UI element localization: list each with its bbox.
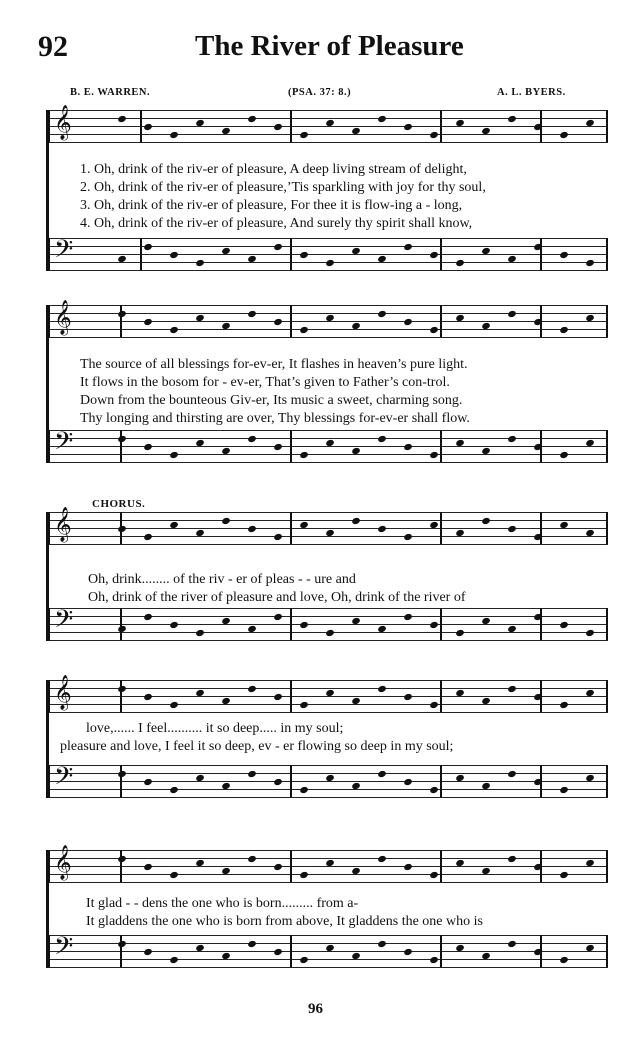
- note-head: [117, 435, 127, 443]
- bar-line: [290, 305, 292, 337]
- note-head: [195, 259, 205, 267]
- bar-line: [540, 608, 542, 640]
- note-head: [299, 131, 309, 139]
- note-head: [507, 770, 517, 778]
- bar-line: [606, 608, 608, 640]
- note-head: [117, 115, 127, 123]
- bar-line: [606, 430, 608, 462]
- bar-line: [440, 680, 442, 712]
- bass-staff: [48, 608, 608, 640]
- note-head: [143, 533, 153, 541]
- bar-line: [606, 110, 608, 142]
- treble-staff: [48, 676, 608, 712]
- bar-line: [606, 850, 608, 882]
- note-head: [429, 956, 439, 964]
- bass-staff: [48, 935, 608, 967]
- page-number: 96: [308, 1001, 323, 1017]
- note-head: [273, 948, 283, 956]
- bar-line: [290, 608, 292, 640]
- note-head: [143, 778, 153, 786]
- note-head: [143, 318, 153, 326]
- bass-clef-icon: 𝄢: [54, 236, 74, 269]
- note-head: [299, 701, 309, 709]
- bar-line: [440, 512, 442, 544]
- verse-1-line-b: The source of all blessings for-ev-er, It flashes in heaven’s pure light.: [80, 357, 468, 372]
- note-head: [559, 871, 569, 879]
- note-head: [507, 940, 517, 948]
- note-head: [403, 613, 413, 621]
- note-head: [169, 786, 179, 794]
- bass-staff: [48, 765, 608, 797]
- bar-line: [540, 238, 542, 270]
- bar-line: [606, 935, 608, 967]
- note-head: [585, 629, 595, 637]
- bar-line: [440, 430, 442, 462]
- system-brace: [46, 680, 49, 798]
- bass-clef-icon: 𝄢: [54, 428, 74, 461]
- verse-3-line-b: Down from the bounteous Giv-er, Its music a sweet, charming song.: [80, 393, 463, 408]
- note-head: [117, 685, 127, 693]
- treble-clef-icon: 𝄞: [54, 508, 72, 541]
- bar-line: [290, 935, 292, 967]
- note-head: [403, 243, 413, 251]
- note-head: [429, 326, 439, 334]
- bass-staff: [48, 430, 608, 462]
- note-head: [429, 871, 439, 879]
- verse-1-line-a: 1. Oh, drink of the riv-er of pleasure, A deep living stream of delight,: [80, 162, 467, 177]
- note-head: [247, 115, 257, 123]
- note-head: [143, 243, 153, 251]
- hymn-number: 92: [38, 30, 68, 63]
- note-head: [273, 778, 283, 786]
- note-head: [117, 855, 127, 863]
- system-brace: [46, 512, 49, 641]
- treble-clef-icon: 𝄞: [54, 106, 72, 139]
- system-brace: [46, 305, 49, 463]
- note-head: [403, 778, 413, 786]
- bar-line: [606, 238, 608, 270]
- bar-line: [606, 305, 608, 337]
- note-head: [247, 435, 257, 443]
- note-head: [143, 123, 153, 131]
- note-head: [585, 259, 595, 267]
- bass-staff: [48, 238, 608, 270]
- note-head: [507, 310, 517, 318]
- note-head: [403, 123, 413, 131]
- note-head: [143, 613, 153, 621]
- hymn-title: The River of Pleasure: [195, 30, 464, 62]
- note-head: [377, 770, 387, 778]
- treble-clef-icon: 𝄞: [54, 676, 72, 709]
- note-head: [325, 259, 335, 267]
- note-head: [377, 685, 387, 693]
- note-head: [403, 948, 413, 956]
- note-head: [169, 621, 179, 629]
- note-head: [273, 533, 283, 541]
- bass-clef-icon: 𝄢: [54, 763, 74, 796]
- note-head: [559, 701, 569, 709]
- note-head: [403, 693, 413, 701]
- note-head: [169, 326, 179, 334]
- note-head: [221, 517, 231, 525]
- bar-line: [290, 430, 292, 462]
- note-head: [117, 770, 127, 778]
- bar-line: [440, 110, 442, 142]
- treble-staff: [48, 106, 608, 142]
- note-head: [403, 443, 413, 451]
- note-head: [247, 525, 257, 533]
- note-head: [143, 693, 153, 701]
- note-head: [247, 855, 257, 863]
- note-head: [273, 613, 283, 621]
- note-head: [143, 863, 153, 871]
- bar-line: [440, 608, 442, 640]
- note-head: [377, 525, 387, 533]
- note-head: [403, 318, 413, 326]
- chorus-line-1-lower: Oh, drink of the river of pleasure and love, Oh, drink of the river of: [88, 590, 466, 605]
- note-head: [299, 786, 309, 794]
- note-head: [299, 326, 309, 334]
- verse-2-line-a: 2. Oh, drink of the riv-er of pleasure,’Tis sparkling with joy for thy soul,: [80, 180, 486, 195]
- bar-line: [140, 110, 142, 142]
- note-head: [507, 855, 517, 863]
- note-head: [403, 533, 413, 541]
- bar-line: [290, 110, 292, 142]
- note-head: [429, 786, 439, 794]
- note-head: [325, 629, 335, 637]
- note-head: [559, 131, 569, 139]
- note-head: [559, 956, 569, 964]
- note-head: [559, 326, 569, 334]
- note-head: [429, 621, 439, 629]
- bar-line: [606, 765, 608, 797]
- note-head: [403, 863, 413, 871]
- note-head: [481, 517, 491, 525]
- treble-clef-icon: 𝄞: [54, 846, 72, 879]
- chorus-line-2-upper: love,...... I feel.......... it so deep..... in my soul;: [86, 721, 344, 736]
- note-head: [273, 443, 283, 451]
- note-head: [247, 310, 257, 318]
- note-head: [559, 786, 569, 794]
- chorus-line-2-lower: pleasure and love, I feel it so deep, ev - er flowing so deep in my soul;: [60, 739, 454, 754]
- note-head: [351, 517, 361, 525]
- bass-clef-icon: 𝄢: [54, 933, 74, 966]
- note-head: [143, 948, 153, 956]
- bass-clef-icon: 𝄢: [54, 606, 74, 639]
- note-head: [559, 451, 569, 459]
- treble-staff: [48, 508, 608, 544]
- note-head: [507, 435, 517, 443]
- note-head: [169, 871, 179, 879]
- note-head: [273, 318, 283, 326]
- note-head: [429, 701, 439, 709]
- note-head: [429, 131, 439, 139]
- note-head: [143, 443, 153, 451]
- bar-line: [606, 512, 608, 544]
- note-head: [247, 940, 257, 948]
- note-head: [195, 629, 205, 637]
- treble-staff: [48, 846, 608, 882]
- bar-line: [440, 765, 442, 797]
- verse-3-line-a: 3. Oh, drink of the riv-er of pleasure, For thee it is flow-ing a - long,: [80, 198, 463, 213]
- system-brace: [46, 110, 49, 271]
- note-head: [117, 525, 127, 533]
- note-head: [377, 115, 387, 123]
- verse-4-line-b: Thy longing and thirsting are over, Thy blessings for-ev-er shall flow.: [80, 411, 470, 426]
- bar-line: [290, 765, 292, 797]
- composer-credit: B. E. WARREN.: [70, 87, 151, 98]
- bar-line: [440, 238, 442, 270]
- note-head: [299, 251, 309, 259]
- bar-line: [440, 305, 442, 337]
- bar-line: [440, 935, 442, 967]
- note-head: [169, 701, 179, 709]
- bar-line: [140, 238, 142, 270]
- arranger-credit: A. L. BYERS.: [497, 87, 566, 98]
- note-head: [169, 451, 179, 459]
- note-head: [169, 251, 179, 259]
- bar-line: [290, 512, 292, 544]
- note-head: [377, 855, 387, 863]
- system-brace: [46, 850, 49, 968]
- note-head: [559, 251, 569, 259]
- note-head: [169, 956, 179, 964]
- verse-4-line-a: 4. Oh, drink of the riv-er of pleasure, And surely thy spirit shall know,: [80, 216, 473, 231]
- note-head: [273, 693, 283, 701]
- bar-line: [290, 238, 292, 270]
- note-head: [429, 451, 439, 459]
- chorus-line-3-lower: It gladdens the one who is born from above, It gladdens the one who is: [86, 914, 483, 929]
- note-head: [455, 629, 465, 637]
- chorus-label: CHORUS.: [92, 498, 146, 510]
- note-head: [377, 435, 387, 443]
- note-head: [429, 251, 439, 259]
- treble-clef-icon: 𝄞: [54, 301, 72, 334]
- bar-line: [290, 850, 292, 882]
- note-head: [507, 685, 517, 693]
- note-head: [299, 621, 309, 629]
- note-head: [117, 940, 127, 948]
- bar-line: [120, 608, 122, 640]
- note-head: [507, 525, 517, 533]
- note-head: [299, 451, 309, 459]
- chorus-line-3-upper: It glad - - dens the one who is born......... from a-: [86, 896, 359, 911]
- bar-line: [440, 850, 442, 882]
- note-head: [273, 243, 283, 251]
- note-head: [299, 956, 309, 964]
- note-head: [273, 863, 283, 871]
- bar-line: [290, 680, 292, 712]
- note-head: [247, 770, 257, 778]
- scripture-reference: (PSA. 37: 8.): [288, 87, 352, 98]
- treble-staff: [48, 301, 608, 337]
- note-head: [299, 871, 309, 879]
- note-head: [169, 131, 179, 139]
- note-head: [377, 940, 387, 948]
- note-head: [273, 123, 283, 131]
- note-head: [377, 310, 387, 318]
- bar-line: [606, 680, 608, 712]
- verse-2-line-b: It flows in the bosom for - ev-er, That’s given to Father’s con-trol.: [80, 375, 450, 390]
- note-head: [559, 621, 569, 629]
- note-head: [117, 310, 127, 318]
- note-head: [507, 115, 517, 123]
- chorus-line-1-upper: Oh, drink........ of the riv - er of pleas - - ure and: [88, 572, 356, 587]
- note-head: [247, 685, 257, 693]
- note-head: [455, 259, 465, 267]
